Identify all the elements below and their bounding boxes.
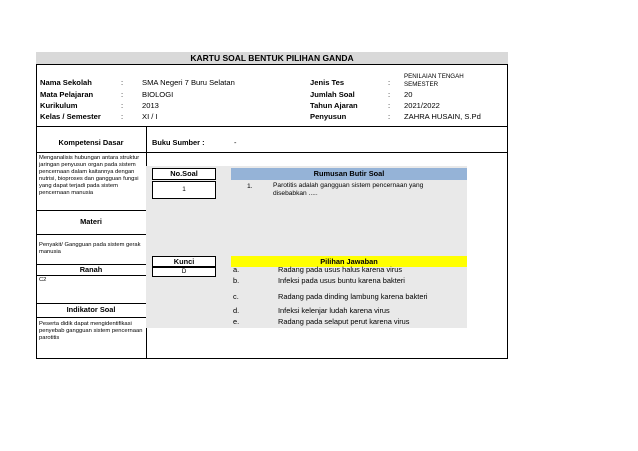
question-text-line2: disebabkan ..... xyxy=(273,190,318,197)
kompetensi-dasar-label: Kompetensi Dasar xyxy=(58,138,124,147)
option-letter-c: c. xyxy=(233,292,239,301)
ranah-label: Ranah xyxy=(79,265,103,274)
option-text-a: Radang pada usus halus karena virus xyxy=(278,265,403,274)
no-soal-value: 1 xyxy=(152,181,216,199)
sep: : xyxy=(121,101,124,110)
option-text-e: Radang pada selaput perut karena virus xyxy=(278,317,410,326)
value-penyusun: ZAHRA HUSAIN, S.Pd xyxy=(404,112,481,121)
question-text-line1: Parotitis adalah gangguan sistem pencernaan yang xyxy=(273,182,424,189)
option-letter-b: b. xyxy=(233,276,240,285)
value-jenis-tes-line1: PENILAIAN TENGAH xyxy=(404,73,464,80)
ranah-value: C2 xyxy=(39,277,47,283)
option-text-d: Infeksi kelenjar ludah karena virus xyxy=(278,306,390,315)
kompetensi-dasar-text: Menganalisis hubungan antara struktur jaringan penyusun organ pada sistem pencernaan dalam kaitannya dengan nutrisi, bioproses dan gangguan fungsi yang dapat terjadi pada sistem pencernaan manusia xyxy=(39,155,140,196)
materi-label: Materi xyxy=(80,217,102,226)
option-text-c: Radang pada dinding lambung karena bakteri xyxy=(278,292,428,301)
header-row-school xyxy=(40,73,510,88)
sep: : xyxy=(121,90,124,99)
kunci-label: Kunci xyxy=(152,256,216,267)
kunci-value: D xyxy=(152,267,216,277)
header-row-subject xyxy=(40,90,510,100)
materi-text: Penyakit/ Gangguan pada sistem gerak manusia xyxy=(39,242,141,255)
sep: : xyxy=(121,112,124,121)
value-tahun-ajaran: 2021/2022 xyxy=(404,101,440,110)
divider xyxy=(36,303,146,304)
sep: : xyxy=(121,78,124,87)
sep: : xyxy=(388,78,391,87)
divider xyxy=(36,275,146,276)
sep: : xyxy=(388,101,391,110)
buku-sumber-label: Buku Sumber : xyxy=(152,138,205,147)
value-kurikulum: 2013 xyxy=(142,101,159,110)
question-number: 1. xyxy=(247,183,253,190)
label-tahun-ajaran: Tahun Ajaran xyxy=(310,101,358,110)
sep: : xyxy=(388,90,391,99)
label-kurikulum: Kurikulum xyxy=(40,101,78,110)
card-title: KARTU SOAL BENTUK PILIHAN GANDA xyxy=(36,52,508,65)
option-letter-e: e. xyxy=(233,317,240,326)
option-text-b: Infeksi pada usus buntu karena bakteri xyxy=(278,276,405,285)
no-soal-label: No.Soal xyxy=(152,168,216,180)
value-jumlah-soal: 20 xyxy=(404,90,413,99)
value-mata-pelajaran: BIOLOGI xyxy=(142,90,174,99)
divider xyxy=(36,152,146,153)
indikator-soal-text: Peserta didik dapat mengidentifikasi penyebab gangguan sistem pencernaan parotitis xyxy=(39,321,143,341)
divider xyxy=(36,234,146,235)
label-mata-pelajaran: Mata Pelajaran xyxy=(40,90,94,99)
value-kelas-semester: XI / I xyxy=(142,112,158,121)
divider xyxy=(36,317,146,318)
divider xyxy=(36,210,146,211)
option-letter-d: d. xyxy=(233,306,240,315)
value-nama-sekolah: SMA Negeri 7 Buru Selatan xyxy=(142,78,235,87)
option-letter-a: a. xyxy=(233,265,240,274)
pilihan-jawaban-label: Pilihan Jawaban xyxy=(231,256,467,267)
label-penyusun: Penyusun xyxy=(310,112,347,121)
divider xyxy=(36,126,508,127)
indikator-soal-label: Indikator Soal xyxy=(66,305,116,314)
buku-sumber-value: - xyxy=(234,138,237,147)
label-jenis-tes: Jenis Tes xyxy=(310,78,345,87)
label-kelas-semester: Kelas / Semester xyxy=(40,112,101,121)
label-jumlah-soal: Jumlah Soal xyxy=(310,90,355,99)
rumusan-butir-soal-label: Rumusan Butir Soal xyxy=(231,168,467,180)
header-row-class xyxy=(40,112,510,122)
label-nama-sekolah: Nama Sekolah xyxy=(40,78,92,87)
sep: : xyxy=(388,112,391,121)
header-row-curriculum xyxy=(40,101,510,111)
divider xyxy=(146,152,508,153)
value-jenis-tes-line2: SEMESTER xyxy=(404,81,439,88)
